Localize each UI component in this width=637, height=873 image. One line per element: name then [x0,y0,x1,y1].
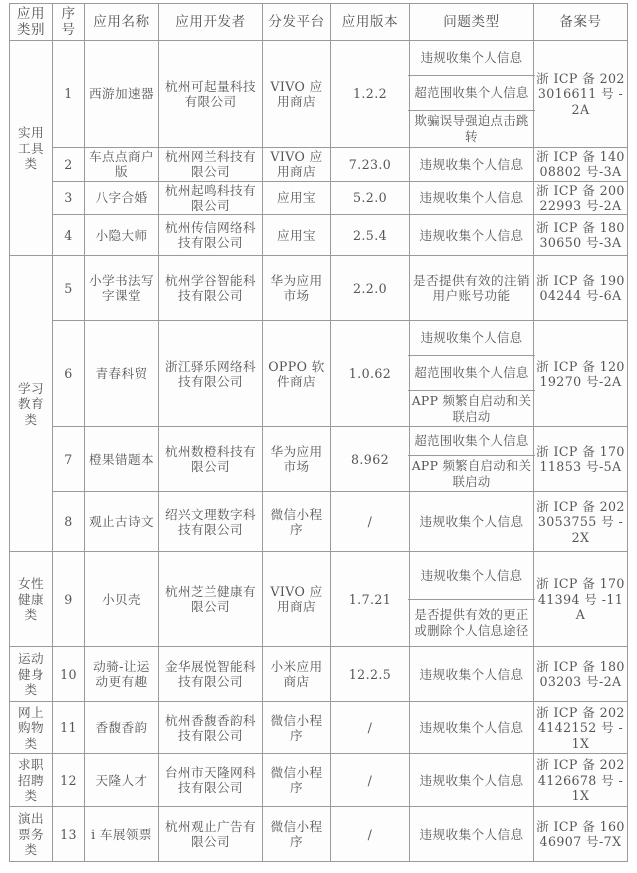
cell-version: 1.0.62 [331,321,410,427]
cell-app-name: 西游加速器 [85,41,159,148]
cell-app-name: 小隐大师 [85,215,159,256]
table-row [10,552,628,647]
cell-index: 5 [53,256,85,321]
cell-issue-type: 违规收集个人信息 [410,215,534,256]
cell-app-name: 小学书法写字课堂 [85,256,159,321]
cell-index: 9 [53,552,85,647]
cell-platform: VIVO 应用商店 [263,41,331,148]
issue-list [408,427,535,491]
cell-developer: 杭州起鸣科技有限公司 [159,181,263,215]
cell-issue-type: 是否提供有效的注销用户账号功能 [410,256,534,321]
cell-issue-type: 违规收集个人信息 [410,754,534,807]
column-header-app-name: 应用名称 [85,4,159,41]
column-header-index: 序 号 [53,4,85,41]
cell-record-number: 浙 ICP 备 17011853 号-5A [534,427,628,492]
issue-item: 违规收集个人信息 [408,321,535,356]
cell-version: 5.2.0 [331,181,410,215]
cell-record-number: 浙 ICP 备 20022993 号-2A [534,181,628,215]
cell-platform: VIVO 应用商店 [263,148,331,182]
cell-app-name: 香馥香韵 [85,702,159,754]
cell-index: 11 [53,702,85,754]
cell-issue-type: 违规收集个人信息 [410,807,534,862]
cell-app-name: 橙果错题本 [85,427,159,492]
issue-list [408,41,535,147]
cell-index: 7 [53,427,85,492]
cell-version: 2.2.0 [331,256,410,321]
table-row [10,41,628,148]
cell-index: 4 [53,215,85,256]
cell-record-number: 浙 ICP 备 14008802 号-3A [534,148,628,182]
cell-app-name: 动骑-让运动更有趣 [85,647,159,702]
cell-developer: 杭州传信网络科技有限公司 [159,215,263,256]
cell-index: 12 [53,754,85,807]
cell-app-name: i 车展领票 [85,807,159,862]
cell-index: 1 [53,41,85,148]
column-header-category: 应用 类别 [10,4,53,41]
cell-issue-type [410,427,534,492]
cell-platform: 华为应用市场 [263,256,331,321]
cell-index: 8 [53,492,85,552]
cell-version: / [331,702,410,754]
cell-platform: OPPO 软件商店 [263,321,331,427]
issue-item: 违规收集个人信息 [408,552,535,600]
cell-platform: VIVO 应用商店 [263,552,331,647]
table-row [10,754,628,807]
cell-platform: 应用宝 [263,215,331,256]
cell-version: 7.23.0 [331,148,410,182]
cell-developer: 浙江驿乐网络科技有限公司 [159,321,263,427]
issue-list [408,552,535,646]
cell-category: 网上购物类 [10,702,53,754]
cell-index: 3 [53,181,85,215]
cell-version: 1.2.2 [331,41,410,148]
cell-category: 演出票务类 [10,807,53,862]
cell-issue-type [410,41,534,148]
cell-platform: 微信小程序 [263,492,331,552]
cell-category: 学习教育类 [10,256,53,552]
table-row [10,647,628,702]
cell-developer: 杭州可起量科技有限公司 [159,41,263,148]
cell-platform: 小米应用商店 [263,647,331,702]
cell-issue-type: 违规收集个人信息 [410,181,534,215]
cell-platform: 华为应用市场 [263,427,331,492]
cell-record-number: 浙 ICP 备 2023016611 号 -2A [534,41,628,148]
issue-list [408,321,535,426]
cell-record-number: 浙 ICP 备 2023053755 号 -2X [534,492,628,552]
cell-issue-type [410,321,534,427]
cell-platform: 应用宝 [263,181,331,215]
cell-developer: 杭州观止广告有限公司 [159,807,263,862]
table-row [10,321,628,427]
table-header [10,4,628,41]
cell-version: 8.962 [331,427,410,492]
cell-app-name: 青春科贸 [85,321,159,427]
cell-category: 运动健身类 [10,647,53,702]
header-row [10,4,628,41]
cell-app-name: 车点点商户版 [85,148,159,182]
table-row [10,492,628,552]
cell-version: 12.2.5 [331,647,410,702]
cell-index: 13 [53,807,85,862]
cell-platform: 微信小程序 [263,702,331,754]
cell-developer: 杭州学谷智能科技有限公司 [159,256,263,321]
cell-developer: 金华展悦智能科技有限公司 [159,647,263,702]
cell-index: 6 [53,321,85,427]
cell-record-number: 浙 ICP 备 18003203 号-2A [534,647,628,702]
issue-item: 欺骗误导强迫点击跳转 [414,113,529,145]
cell-developer: 杭州芝兰健康有限公司 [159,552,263,647]
issue-item: 违规收集个人信息 [408,41,535,76]
issue-item: APP 频繁自启动和关联启动 [411,457,532,489]
cell-record-number: 浙 ICP 备 18030650 号-3A [534,215,628,256]
cell-developer: 杭州网兰科技有限公司 [159,148,263,182]
column-header-version: 应用版本 [331,4,410,41]
table-row [10,148,628,182]
cell-issue-type [410,552,534,647]
table-row [10,427,628,492]
cell-record-number: 浙 ICP 备 17041394 号 -11A [534,552,628,647]
cell-category: 实用工具类 [10,41,53,256]
issue-item: 是否提供有效的更正或删除个人信息途径 [414,607,529,639]
cell-record-number: 浙 ICP 备 16046907 号-7X [534,807,628,862]
issue-item: 超范围收集个人信息 [408,427,535,455]
cell-app-name: 观止古诗文 [85,492,159,552]
cell-app-name: 天隆人才 [85,754,159,807]
cell-version: / [331,754,410,807]
cell-record-number: 浙 ICP 备 12019270 号-2A [534,321,628,427]
cell-platform: 微信小程序 [263,754,331,807]
cell-issue-type: 违规收集个人信息 [410,702,534,754]
cell-issue-type: 违规收集个人信息 [410,148,534,182]
cell-developer: 杭州数橙科技有限公司 [159,427,263,492]
cell-category: 女性健康类 [10,552,53,647]
cell-version: / [331,492,410,552]
cell-category: 求职招聘类 [10,754,53,807]
table-body [10,41,628,862]
cell-platform: 微信小程序 [263,807,331,862]
cell-app-name: 八字合婚 [85,181,159,215]
cell-record-number: 浙 ICP 备 2024142152 号 -1X [534,702,628,754]
column-header-developer: 应用开发者 [159,4,263,41]
cell-record-number: 浙 ICP 备 2024126678 号 -1X [534,754,628,807]
violating-apps-table [9,3,628,862]
table-row [10,702,628,754]
cell-version: / [331,807,410,862]
cell-developer: 台州市天隆网科技有限公司 [159,754,263,807]
cell-index: 10 [53,647,85,702]
issue-item: 超范围收集个人信息 [408,356,535,391]
cell-app-name: 小贝壳 [85,552,159,647]
cell-record-number: 浙 ICP 备 19004244 号-6A [534,256,628,321]
cell-issue-type: 违规收集个人信息 [410,647,534,702]
issue-item: 超范围收集个人信息 [408,76,535,111]
issue-item: APP 频繁自启动和关联启动 [411,392,532,424]
cell-version: 2.5.4 [331,215,410,256]
cell-index: 2 [53,148,85,182]
table-row [10,256,628,321]
column-header-record-number: 备案号 [534,4,628,41]
column-header-platform: 分发平台 [263,4,331,41]
cell-developer: 杭州香馥香韵科技有限公司 [159,702,263,754]
cell-issue-type: 违规收集个人信息 [410,492,534,552]
cell-version: 1.7.21 [331,552,410,647]
column-header-issue-type: 问题类型 [410,4,534,41]
table-row [10,181,628,215]
cell-developer: 绍兴文理数字科技有限公司 [159,492,263,552]
table-row [10,807,628,862]
table-row [10,215,628,256]
